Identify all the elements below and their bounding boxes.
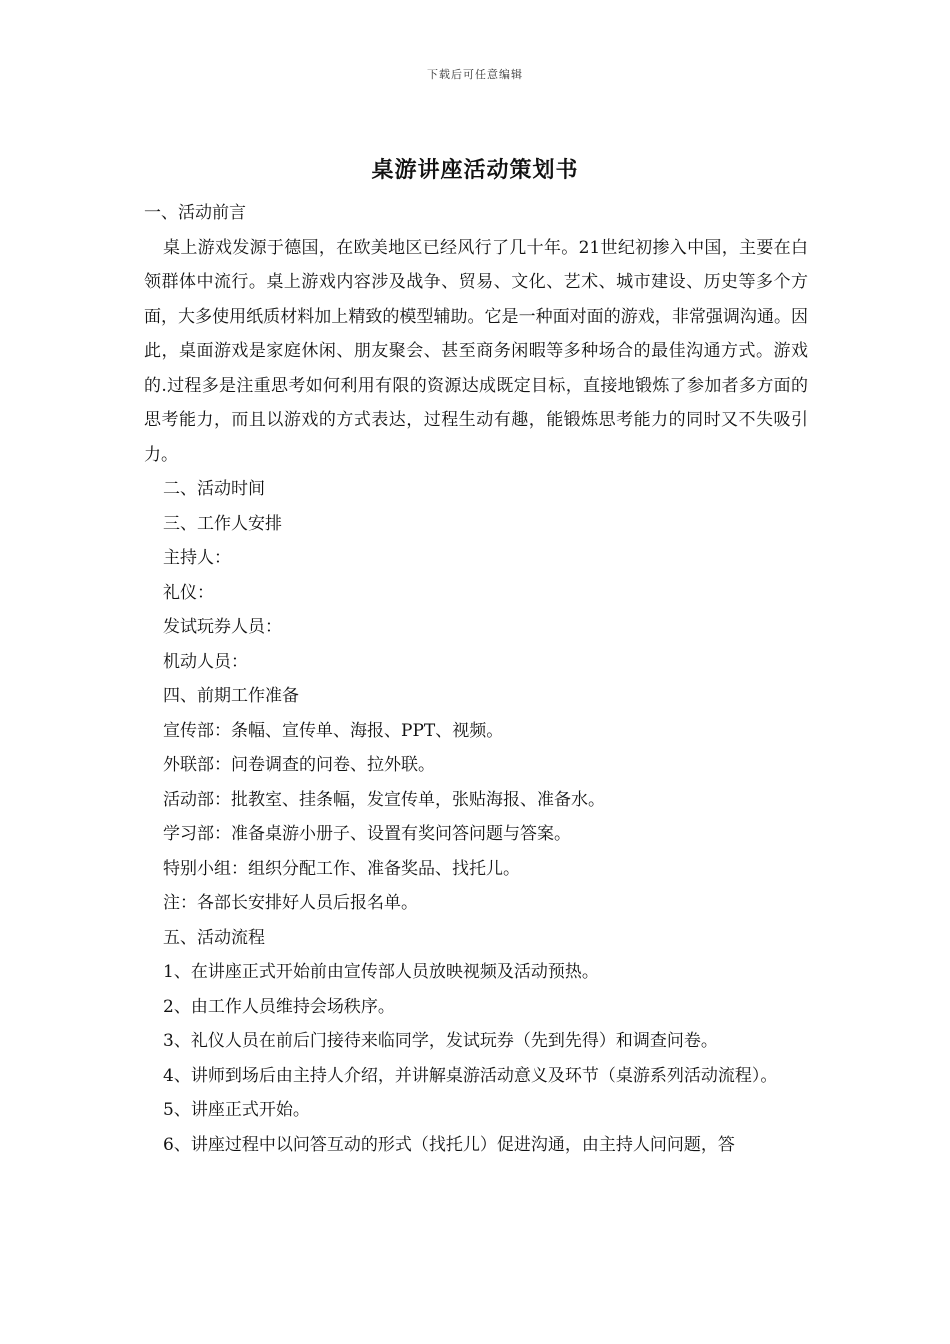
document-title: 桌游讲座活动策划书 xyxy=(371,157,579,183)
prep-item-special: 特别小组：组织分配工作、准备奖品、找托儿。 xyxy=(163,858,520,879)
process-step-4: 4、讲师到场后由主持人介绍，并讲解桌游活动意义及环节（桌游系列活动流程）。 xyxy=(163,1065,778,1086)
process-step-6: 6、讲座过程中以问答互动的形式（找托儿）促进沟通，由主持人问问题，答 xyxy=(163,1134,735,1155)
prep-item-publicity: 宣传部：条幅、宣传单、海报、PPT、视频。 xyxy=(163,720,504,741)
process-step-3: 3、礼仪人员在前后门接待来临同学，发试玩券（先到先得）和调查问卷。 xyxy=(163,1031,718,1051)
staff-item-coupon: 发试玩券人员： xyxy=(163,617,282,637)
staff-item-host: 主持人： xyxy=(163,548,231,568)
prep-item-note: 注：各部长安排好人员后报名单。 xyxy=(163,893,418,913)
process-step-5: 5、讲座正式开始。 xyxy=(163,1100,310,1120)
section-heading-time: 二、活动时间 xyxy=(163,479,265,499)
section-heading-process: 五、活动流程 xyxy=(163,927,265,948)
section-heading-preface: 一、活动前言 xyxy=(144,203,246,223)
staff-item-etiquette: 礼仪： xyxy=(163,582,214,603)
section-heading-preparation: 四、前期工作准备 xyxy=(163,686,299,706)
header-note: 下载后可任意编辑 xyxy=(427,68,523,81)
process-step-2: 2、由工作人员维持会场秩序。 xyxy=(163,996,395,1017)
section-heading-staff: 三、工作人安排 xyxy=(163,513,282,534)
prep-item-activity: 活动部：批教室、挂条幅，发宣传单，张贴海报、准备水。 xyxy=(163,789,605,810)
prep-item-study: 学习部：准备桌游小册子、设置有奖问答问题与答案。 xyxy=(163,824,571,844)
document-body xyxy=(144,196,808,1162)
staff-item-mobile: 机动人员： xyxy=(163,651,248,672)
process-step-1: 1、在讲座正式开始前由宣传部人员放映视频及活动预热。 xyxy=(163,962,599,982)
prep-item-liaison: 外联部：问卷调查的问卷、拉外联。 xyxy=(163,755,435,775)
preface-paragraph: 桌上游戏发源于德国，在欧美地区已经风行了几十年。21世纪初掺入中国，主要在白领群体中流行。桌上游戏内容涉及战争、贸易、文化、艺术、城市建设、历史等多个方面，大多使用纸质材料加上精致的模型辅助。它是一种面对面的游戏，非常强调沟通。因此，桌面游戏是家庭休闲、朋友聚会、甚至商务闲暇等多种场合的最佳沟通方式。游戏的.过程多是注重思考如何利用有限的资源达成既定目标，直接地锻炼了参加者多方面的思考能力，而且以游戏的方式表达，过程生动有趣，能锻炼思考能力的同时又不失吸引力。 xyxy=(144,237,808,465)
